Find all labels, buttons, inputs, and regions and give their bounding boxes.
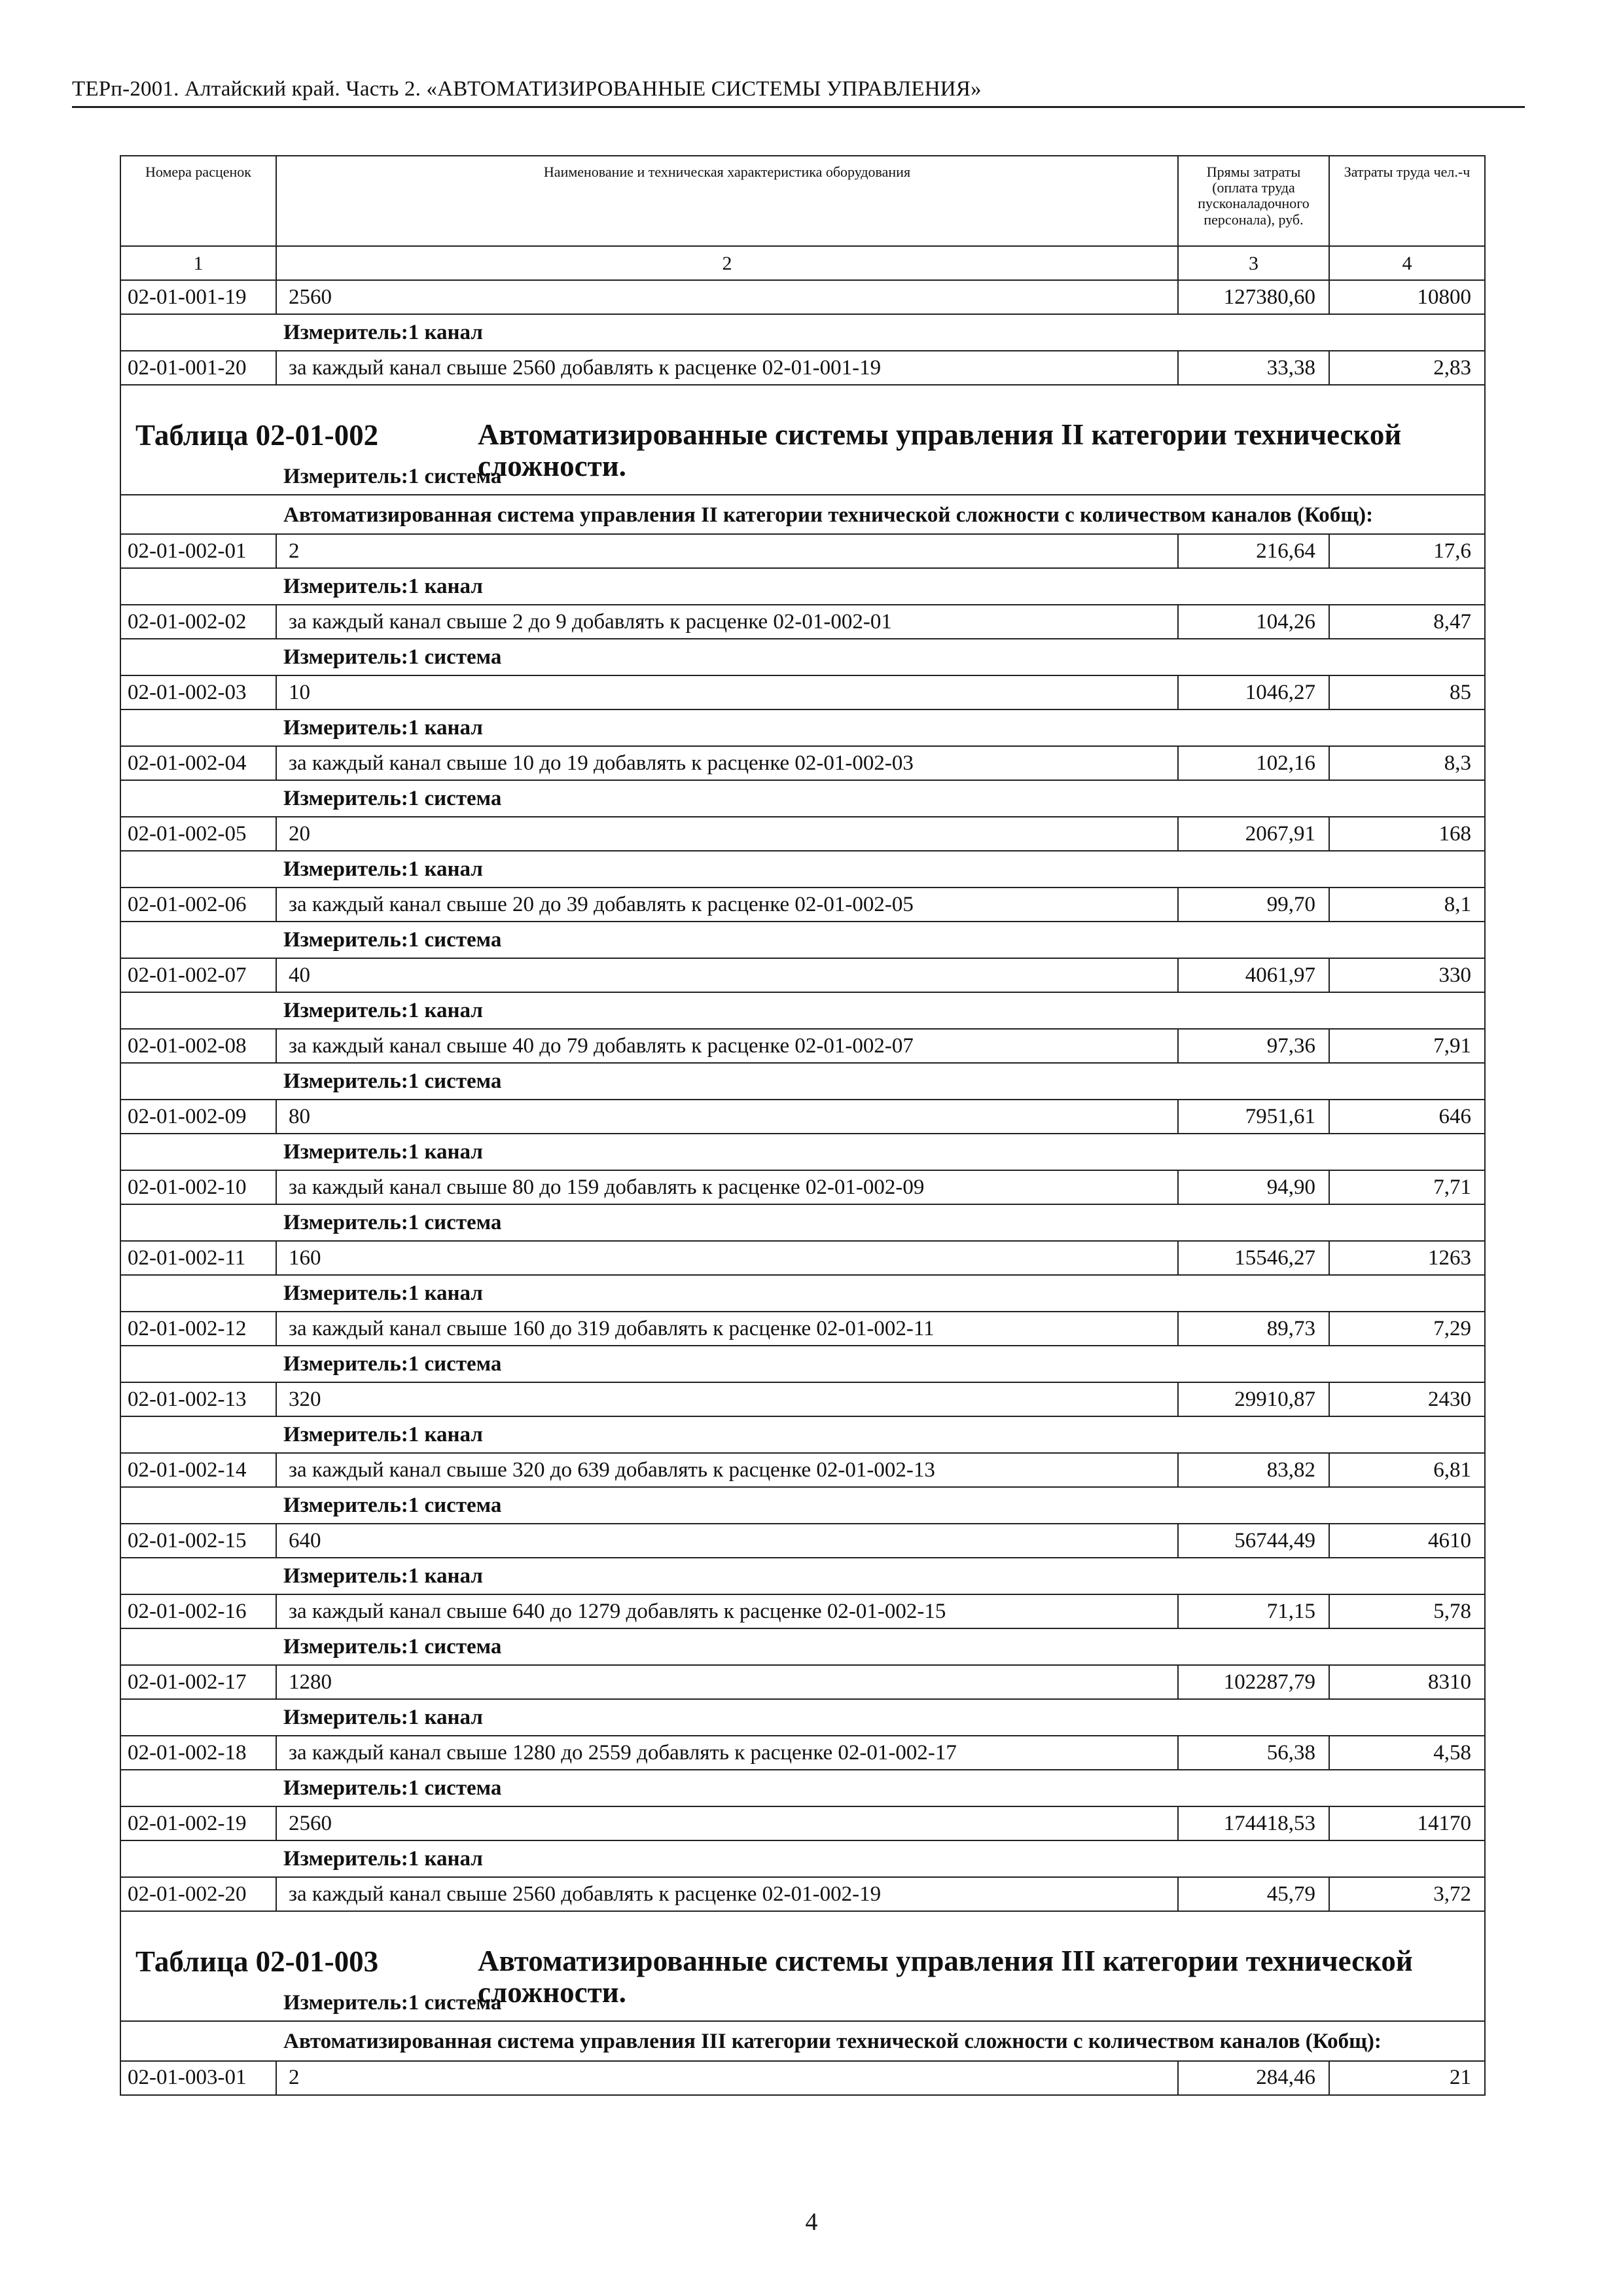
rate-direct-cost: 2067,91	[1178, 817, 1329, 851]
meter-label: Измеритель:1 канал	[120, 1699, 1485, 1736]
rate-direct-cost: 94,90	[1178, 1170, 1329, 1204]
column-number-3: 3	[1178, 246, 1329, 280]
meter-label: Измеритель:1 система	[120, 1063, 1485, 1100]
rate-labor-cost: 2430	[1329, 1382, 1485, 1416]
meter-row	[120, 1699, 1485, 1736]
meter-label: Измеритель:1 канал	[120, 1840, 1485, 1877]
meter-row	[120, 568, 1485, 605]
rate-name: 40	[276, 958, 1178, 992]
meter-label: Измеритель:1 канал	[120, 568, 1485, 605]
rate-direct-cost: 104,26	[1178, 605, 1329, 639]
table-title: Автоматизированные системы управления III категории технической сложности.	[478, 1945, 1413, 2009]
meter-row	[120, 922, 1485, 958]
rate-labor-cost: 4610	[1329, 1524, 1485, 1558]
rates-table-body	[120, 156, 1485, 2095]
meter-label: Измеритель:1 канал	[120, 314, 1485, 351]
table-number: Таблица 02-01-003	[135, 1945, 379, 1979]
rate-code: 02-01-002-16	[120, 1594, 276, 1628]
column-number-1: 1	[120, 246, 276, 280]
group-heading: Автоматизированная система управления III категории технической сложности с количеством каналов (Кобщ):	[120, 2021, 1485, 2060]
rate-labor-cost: 8,47	[1329, 605, 1485, 639]
rate-code: 02-01-002-04	[120, 746, 276, 780]
rate-row	[120, 1312, 1485, 1346]
rate-labor-cost: 6,81	[1329, 1453, 1485, 1487]
rate-name: за каждый канал свыше 640 до 1279 добавлять к расценке 02-01-002-15	[276, 1594, 1178, 1628]
meter-row	[120, 709, 1485, 746]
rate-row	[120, 1170, 1485, 1204]
rate-row	[120, 1100, 1485, 1134]
meter-row	[120, 1204, 1485, 1241]
rate-direct-cost: 102,16	[1178, 746, 1329, 780]
rate-code: 02-01-002-13	[120, 1382, 276, 1416]
meter-row	[120, 992, 1485, 1029]
meter-label: Измеритель:1 система	[120, 922, 1485, 958]
rate-code: 02-01-003-01	[120, 2061, 276, 2095]
rate-labor-cost: 10800	[1329, 280, 1485, 314]
rate-direct-cost: 97,36	[1178, 1029, 1329, 1063]
rate-code: 02-01-002-20	[120, 1877, 276, 1911]
column-number-2: 2	[276, 246, 1178, 280]
column-number-row	[120, 246, 1485, 280]
rate-direct-cost: 56744,49	[1178, 1524, 1329, 1558]
rate-name: за каждый канал свыше 2560 добавлять к расценке 02-01-001-19	[276, 351, 1178, 385]
rate-labor-cost: 8,3	[1329, 746, 1485, 780]
rate-name: 640	[276, 1524, 1178, 1558]
rate-labor-cost: 1263	[1329, 1241, 1485, 1275]
rate-name: за каждый канал свыше 10 до 19 добавлять к расценке 02-01-002-03	[276, 746, 1178, 780]
rate-name: 2	[276, 534, 1178, 568]
rate-name: 2	[276, 2061, 1178, 2095]
column-header-name: Наименование и техническая характеристика оборудования	[276, 156, 1178, 246]
rate-row	[120, 1806, 1485, 1840]
rate-code: 02-01-002-06	[120, 888, 276, 922]
column-header-labor: Затраты труда чел.-ч	[1329, 156, 1485, 246]
rate-row	[120, 1877, 1485, 1911]
rate-direct-cost: 127380,60	[1178, 280, 1329, 314]
table-title: Автоматизированные системы управления II категории технической сложности.	[478, 418, 1402, 482]
meter-label: Измеритель:1 система	[120, 639, 1485, 675]
rate-labor-cost: 8310	[1329, 1665, 1485, 1699]
rate-code: 02-01-001-19	[120, 280, 276, 314]
meter-label: Измеритель:1 канал	[120, 1275, 1485, 1312]
rate-row	[120, 2061, 1485, 2095]
rate-code: 02-01-002-09	[120, 1100, 276, 1134]
meter-row	[120, 1416, 1485, 1453]
rate-labor-cost: 4,58	[1329, 1736, 1485, 1770]
rate-name: 20	[276, 817, 1178, 851]
group-heading-row	[120, 495, 1485, 534]
rate-row	[120, 1453, 1485, 1487]
meter-row	[120, 851, 1485, 888]
rate-direct-cost: 284,46	[1178, 2061, 1329, 2095]
rate-row	[120, 1665, 1485, 1699]
meter-row	[120, 1628, 1485, 1665]
rate-code: 02-01-002-12	[120, 1312, 276, 1346]
rate-direct-cost: 33,38	[1178, 351, 1329, 385]
rate-direct-cost: 15546,27	[1178, 1241, 1329, 1275]
rate-labor-cost: 3,72	[1329, 1877, 1485, 1911]
meter-label: Измеритель:1 система	[120, 1487, 1485, 1524]
meter-row	[120, 780, 1485, 817]
rate-labor-cost: 330	[1329, 958, 1485, 992]
meter-row	[120, 1840, 1485, 1877]
page-header: ТЕРп-2001. Алтайский край. Часть 2. «АВТОМАТИЗИРОВАННЫЕ СИСТЕМЫ УПРАВЛЕНИЯ»	[72, 77, 982, 101]
meter-label: Измеритель:1 система	[120, 1985, 1485, 2021]
rate-labor-cost: 8,1	[1329, 888, 1485, 922]
rate-row	[120, 1029, 1485, 1063]
rate-labor-cost: 5,78	[1329, 1594, 1485, 1628]
rate-labor-cost: 14170	[1329, 1806, 1485, 1840]
group-heading-row	[120, 2021, 1485, 2060]
meter-label: Измеритель:1 канал	[120, 1134, 1485, 1170]
rate-name: за каждый канал свыше 20 до 39 добавлять к расценке 02-01-002-05	[276, 888, 1178, 922]
column-header-code: Номера расценок	[120, 156, 276, 246]
meter-label: Измеритель:1 канал	[120, 851, 1485, 888]
table-title-row	[120, 385, 1485, 459]
rate-labor-cost: 7,91	[1329, 1029, 1485, 1063]
rate-name: за каждый канал свыше 160 до 319 добавлять к расценке 02-01-002-11	[276, 1312, 1178, 1346]
meter-row	[120, 1487, 1485, 1524]
rate-name: 160	[276, 1241, 1178, 1275]
rate-row	[120, 605, 1485, 639]
rate-code: 02-01-002-03	[120, 675, 276, 709]
rate-code: 02-01-002-02	[120, 605, 276, 639]
rate-name: 2560	[276, 280, 1178, 314]
meter-row	[120, 1770, 1485, 1806]
rates-table	[120, 155, 1486, 2096]
rate-labor-cost: 21	[1329, 2061, 1485, 2095]
table-number: Таблица 02-01-002	[135, 419, 379, 452]
group-heading: Автоматизированная система управления II категории технической сложности с количеством каналов (Кобщ):	[120, 495, 1485, 534]
rate-direct-cost: 89,73	[1178, 1312, 1329, 1346]
rate-labor-cost: 168	[1329, 817, 1485, 851]
meter-label: Измеритель:1 система	[120, 1204, 1485, 1241]
rate-row	[120, 817, 1485, 851]
meter-label: Измеритель:1 система	[120, 1770, 1485, 1806]
rate-code: 02-01-002-11	[120, 1241, 276, 1275]
rate-row	[120, 280, 1485, 314]
rate-code: 02-01-002-14	[120, 1453, 276, 1487]
rate-labor-cost: 7,29	[1329, 1312, 1485, 1346]
rate-code: 02-01-002-05	[120, 817, 276, 851]
rate-name: за каждый канал свыше 80 до 159 добавлять к расценке 02-01-002-09	[276, 1170, 1178, 1204]
column-header-row	[120, 156, 1485, 246]
rate-code: 02-01-002-08	[120, 1029, 276, 1063]
rate-name: за каждый канал свыше 1280 до 2559 добавлять к расценке 02-01-002-17	[276, 1736, 1178, 1770]
rate-labor-cost: 17,6	[1329, 534, 1485, 568]
meter-label: Измеритель:1 система	[120, 1346, 1485, 1382]
meter-row	[120, 1558, 1485, 1594]
meter-label: Измеритель:1 система	[120, 780, 1485, 817]
meter-label: Измеритель:1 канал	[120, 1558, 1485, 1594]
rate-row	[120, 351, 1485, 385]
rate-name: 320	[276, 1382, 1178, 1416]
rate-row	[120, 888, 1485, 922]
rate-code: 02-01-002-19	[120, 1806, 276, 1840]
rate-row	[120, 746, 1485, 780]
rate-direct-cost: 174418,53	[1178, 1806, 1329, 1840]
meter-label: Измеритель:1 система	[120, 1628, 1485, 1665]
column-header-cost: Прямы затраты (оплата труда пусконаладочного персонала), руб.	[1178, 156, 1329, 246]
rate-code: 02-01-002-17	[120, 1665, 276, 1699]
table-title-row	[120, 1911, 1485, 1985]
rate-row	[120, 1382, 1485, 1416]
rate-direct-cost: 29910,87	[1178, 1382, 1329, 1416]
rate-row	[120, 1594, 1485, 1628]
rate-direct-cost: 56,38	[1178, 1736, 1329, 1770]
rate-labor-cost: 85	[1329, 675, 1485, 709]
rate-name: 10	[276, 675, 1178, 709]
rate-row	[120, 534, 1485, 568]
rate-labor-cost: 646	[1329, 1100, 1485, 1134]
rate-row	[120, 675, 1485, 709]
column-number-4: 4	[1329, 246, 1485, 280]
meter-row	[120, 1134, 1485, 1170]
rate-direct-cost: 83,82	[1178, 1453, 1329, 1487]
rate-code: 02-01-001-20	[120, 351, 276, 385]
header-rule	[72, 106, 1525, 108]
rate-direct-cost: 102287,79	[1178, 1665, 1329, 1699]
meter-label: Измеритель:1 канал	[120, 1416, 1485, 1453]
meter-label: Измеритель:1 канал	[120, 992, 1485, 1029]
rate-name: за каждый канал свыше 320 до 639 добавлять к расценке 02-01-002-13	[276, 1453, 1178, 1487]
rate-name: за каждый канал свыше 2 до 9 добавлять к расценке 02-01-002-01	[276, 605, 1178, 639]
rate-row	[120, 1241, 1485, 1275]
rate-direct-cost: 7951,61	[1178, 1100, 1329, 1134]
meter-row	[120, 639, 1485, 675]
meter-label: Измеритель:1 канал	[120, 709, 1485, 746]
meter-row	[120, 1063, 1485, 1100]
rate-direct-cost: 99,70	[1178, 888, 1329, 922]
rate-direct-cost: 45,79	[1178, 1877, 1329, 1911]
rate-row	[120, 1524, 1485, 1558]
rate-direct-cost: 4061,97	[1178, 958, 1329, 992]
rate-code: 02-01-002-07	[120, 958, 276, 992]
meter-label: Измеритель:1 система	[120, 459, 1485, 495]
meter-row	[120, 314, 1485, 351]
rate-code: 02-01-002-10	[120, 1170, 276, 1204]
rate-direct-cost: 1046,27	[1178, 675, 1329, 709]
rate-code: 02-01-002-15	[120, 1524, 276, 1558]
rate-code: 02-01-002-01	[120, 534, 276, 568]
rate-row	[120, 1736, 1485, 1770]
rate-name: 80	[276, 1100, 1178, 1134]
page-number: 4	[805, 2208, 818, 2236]
rate-row	[120, 958, 1485, 992]
rate-labor-cost: 2,83	[1329, 351, 1485, 385]
meter-row	[120, 1346, 1485, 1382]
rate-direct-cost: 216,64	[1178, 534, 1329, 568]
rate-code: 02-01-002-18	[120, 1736, 276, 1770]
rate-direct-cost: 71,15	[1178, 1594, 1329, 1628]
rate-name: 2560	[276, 1806, 1178, 1840]
rate-name: за каждый канал свыше 40 до 79 добавлять к расценке 02-01-002-07	[276, 1029, 1178, 1063]
rate-labor-cost: 7,71	[1329, 1170, 1485, 1204]
meter-row	[120, 1275, 1485, 1312]
rate-name: за каждый канал свыше 2560 добавлять к расценке 02-01-002-19	[276, 1877, 1178, 1911]
rate-name: 1280	[276, 1665, 1178, 1699]
